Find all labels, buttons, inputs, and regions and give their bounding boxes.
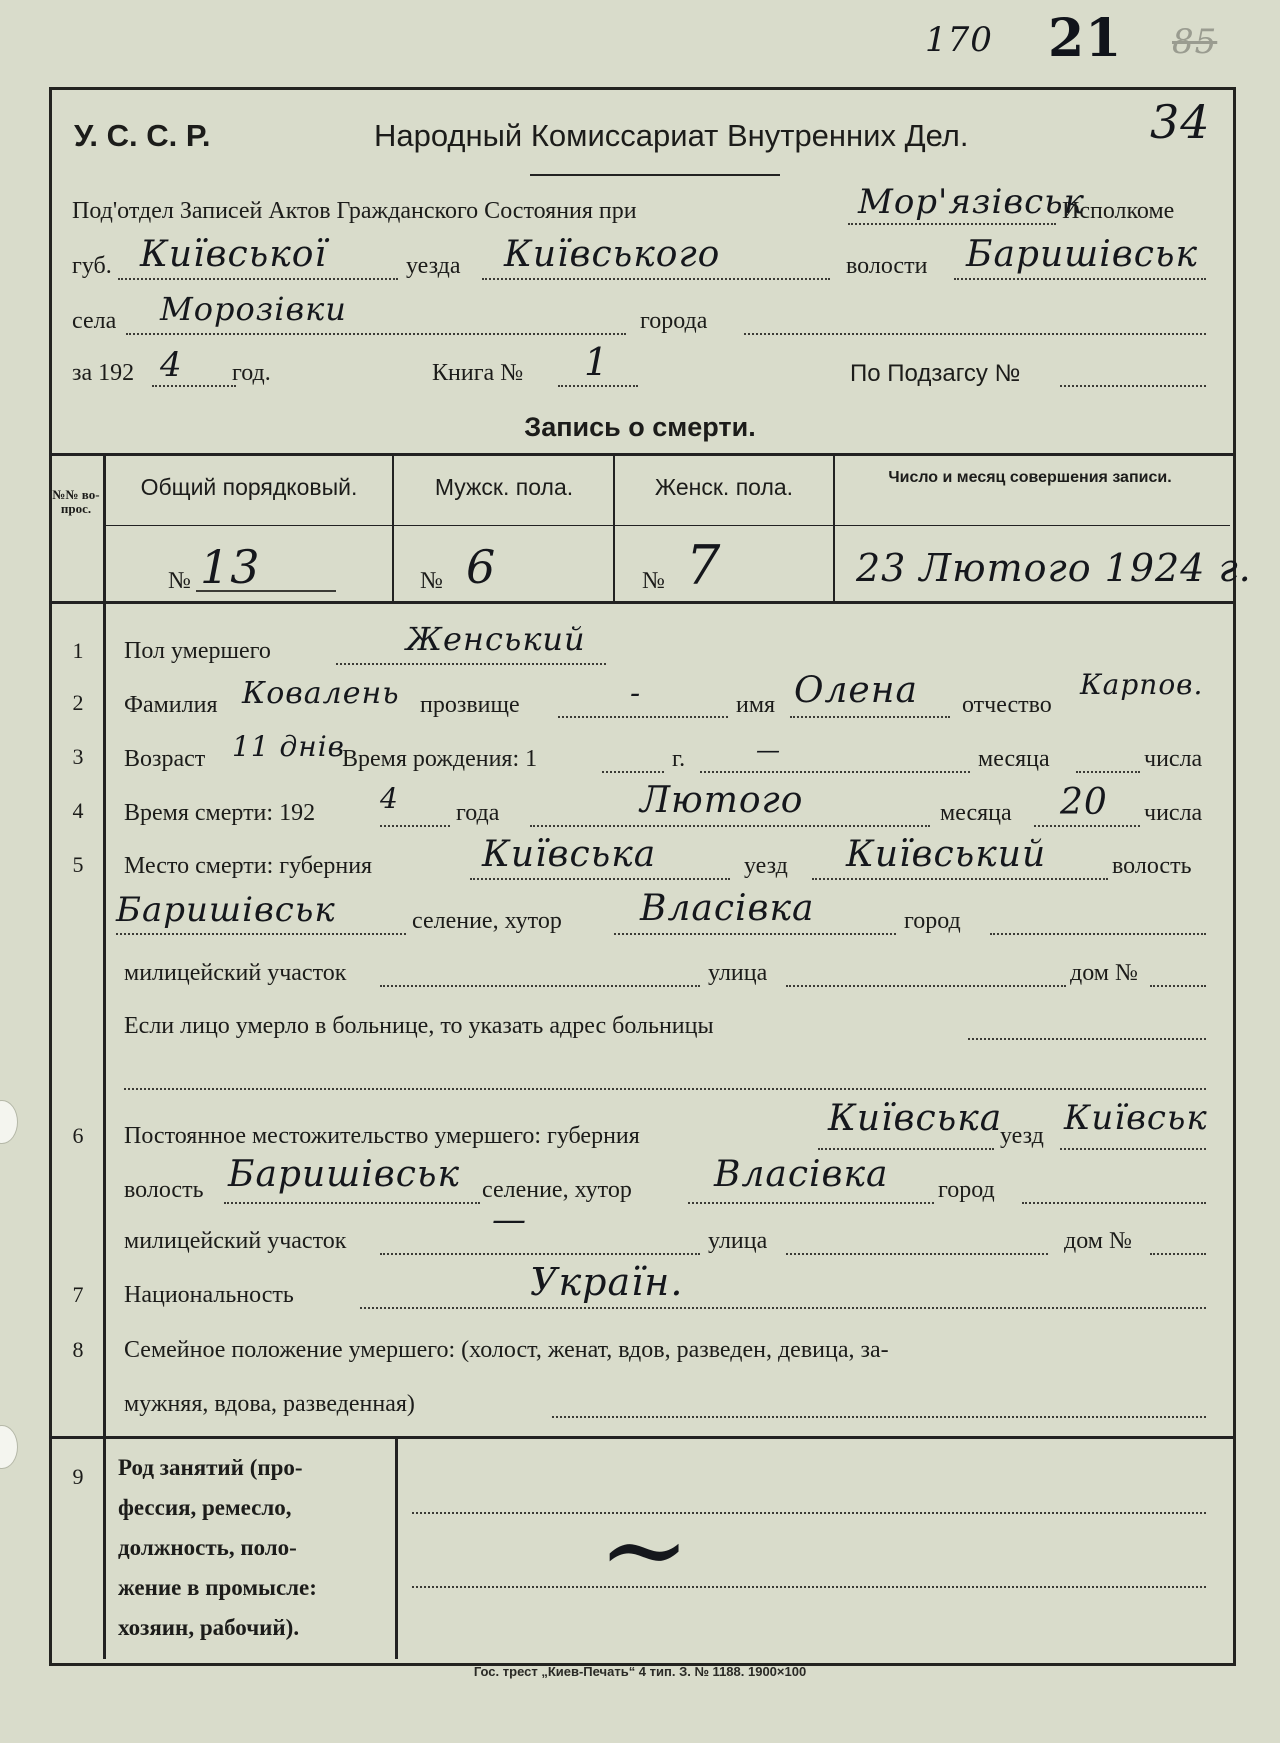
residence-militia-label: милицейский участок [124,1228,347,1254]
residence-militia-value: — [492,1200,527,1240]
male-column-header: Мужск. пола. [434,474,574,500]
death-place-uezd-line [812,878,1108,880]
gorod-line [744,333,1206,335]
occupation-value: ∼ [598,1485,692,1613]
residence-house-label: дом № [1064,1228,1132,1254]
book-value: 1 [584,340,610,384]
death-day-line [1034,825,1140,827]
name-label: имя [736,692,776,718]
sheet-number: 21 [1048,8,1123,69]
selo-value: Морозівки [160,290,347,328]
year-line [152,385,236,387]
volost-line [954,278,1206,280]
executive-suffix: Исполкоме [1062,198,1175,224]
death-place-selo-line [614,933,896,935]
birth-month-label: месяца [978,746,1050,772]
birth-day-line [1076,771,1140,773]
occupation-label-line: хозяин, рабочий). [118,1615,300,1640]
page-mark: 34 [1150,95,1211,149]
death-place-gorod-line [990,933,1206,935]
occupation-label [118,1448,386,1648]
row-number: 1 [72,638,84,663]
uezd-label: уезда [406,253,461,279]
punch-hole [0,1100,18,1144]
male-num-prefix: № [420,568,443,594]
birth-month-line [700,771,970,773]
summary-top-border [49,453,1233,456]
subdept-line [848,223,1056,225]
female-num-prefix: № [642,568,665,594]
occupation-line [412,1512,1206,1514]
book-line [558,385,638,387]
selo-line [126,333,626,335]
residence-label: Постоянное местожительство умершего: губерния [124,1123,640,1149]
gub-label: губ. [72,253,112,279]
hospital-line-2 [124,1088,1206,1090]
nationality-line [360,1307,1206,1309]
row-number: 4 [72,798,84,823]
death-month-label: месяца [940,800,1012,826]
residence-gub-line [818,1148,994,1150]
hospital-label: Если лицо умерло в больнице, то указать адрес больницы [124,1013,714,1039]
death-place-volost-line [116,933,406,935]
residence-gub-value: Київська [828,1098,1003,1139]
patronymic-value: Карпов. [1080,668,1204,701]
residence-street-label: улица [708,1228,768,1254]
death-place-uezd-value: Київський [846,834,1047,875]
residence-militia-line [380,1253,700,1255]
residence-uezd-label: уезд [1000,1123,1044,1149]
patronymic-label: отчество [962,692,1052,718]
death-place-gub-line [470,878,730,880]
occupation-top-border [49,1436,1233,1439]
occupation-divider [395,1438,398,1659]
nationality-value: Україн. [530,1260,684,1304]
surname-label: Фамилия [124,692,218,718]
death-month-line [530,825,930,827]
birth-year-line [602,771,664,773]
uezd-value: Київського [504,234,721,275]
name-line [790,716,950,718]
occupation-label-line: должность, поло- [118,1535,297,1560]
death-place-volost-value: Баришівськ [116,890,336,930]
marital-label-2: мужняя, вдова, разведенная) [124,1391,415,1417]
house-label: дом № [1070,960,1138,986]
occupation-label-line: жение в промысле: [118,1575,317,1600]
house-line [1150,985,1206,987]
volost-label: волости [846,253,928,279]
republic-label: У. С. С. Р. [74,118,211,153]
occupation-label-line: фессия, ремесло, [118,1495,292,1520]
summary-head-divider [106,525,1230,526]
nickname-value: - [630,676,642,711]
subdept-label: Под'отдел Записей Актов Гражданского Состояния при [72,198,637,224]
residence-volost-line [224,1202,480,1204]
summary-col-divider [833,455,835,602]
residence-selo-value: Власівка [714,1154,889,1195]
record-title: Запись о смерти. [524,412,756,442]
birth-label: Время рождения: 1 [342,746,538,772]
death-place-gorod-label: город [904,908,961,934]
selo-label: села [72,308,117,334]
death-year-line [380,825,450,827]
residence-house-line [1150,1253,1206,1255]
residence-selo-line [688,1202,934,1204]
death-place-gub-value: Київська [482,834,657,875]
male-value: 6 [466,540,497,594]
sex-label: Пол умершего [124,638,271,664]
gub-value: Київської [140,234,327,275]
nickname-label: прозвище [420,692,520,718]
marital-line [552,1416,1206,1418]
row-number: 3 [72,744,84,769]
death-month-value: Лютого [640,780,804,821]
residence-gorod-label: город [938,1177,995,1203]
sex-value: Женський [406,620,586,658]
qnum-header: №№ во- прос. [52,487,100,516]
residence-uezd-value: Київськ [1064,1098,1208,1138]
year-suffix: год. [232,360,271,386]
total-value: 13 [200,540,261,594]
row-number: 2 [72,690,84,715]
street-line [786,985,1066,987]
birth-month-value: — [756,736,781,764]
death-day-value: 20 [1060,782,1108,823]
volost-value: Баришівськ [966,234,1198,275]
row-number: 9 [72,1464,84,1489]
row-number: 7 [72,1282,84,1307]
marital-label-1: Семейное положение умершего: (холост, женат, вдов, разведен, девица, за- [124,1337,889,1363]
residence-volost-value: Баришівськ [228,1154,460,1195]
nationality-label: Национальность [124,1282,294,1308]
death-year-suffix: года [456,800,500,826]
summary-bottom-border [49,601,1233,604]
female-column-header: Женск. пола. [654,474,794,500]
date-column-header: Число и месяц совершения записи. [888,469,1172,486]
summary-col-divider [392,455,394,602]
printer-imprint: Гос. трест „Киев-Печать“ 4 тип. З. № 1188. 1900×100 [473,1664,807,1679]
total-num-prefix: № [168,568,191,594]
age-value: 11 днів [232,730,345,763]
death-place-uezd-label: уезд [744,853,788,879]
militia-label: милицейский участок [124,960,347,986]
age-label: Возраст [124,746,206,772]
name-value: Олена [794,670,918,711]
archive-number: 170 [925,20,993,60]
summary-col-divider [613,455,615,602]
hospital-line [968,1038,1206,1040]
sex-line [336,663,606,665]
uezd-line [482,278,830,280]
birth-year-suffix: г. [672,746,686,772]
residence-uezd-line [1060,1148,1206,1150]
gorod-label: города [640,308,708,334]
death-day-label: числа [1144,800,1203,826]
podzags-label: По Подзагсу № [850,360,1021,387]
death-place-volost-label: волость [1112,853,1192,879]
female-value: 7 [686,534,722,597]
row-number: 8 [72,1337,84,1362]
birth-day-label: числа [1144,746,1203,772]
residence-street-line [786,1253,1048,1255]
residence-gorod-line [1022,1202,1206,1204]
death-time-label: Время смерти: 192 [124,800,316,826]
militia-line [380,985,700,987]
total-column-header: Общий порядковый. [140,474,358,500]
punch-hole [0,1425,18,1469]
year-label: за 192 [72,360,135,386]
header-divider [530,174,780,176]
subdept-value: Мор'язівськ [858,182,1085,222]
occupation-line [412,1586,1206,1588]
row-number: 5 [72,852,84,877]
podzags-line [1060,385,1206,387]
street-label: улица [708,960,768,986]
death-place-label: Место смерти: губерния [124,853,373,879]
gub-line [118,278,398,280]
book-label: Книга № [432,360,524,386]
commissariat-label: Народный Комиссариат Внутренних Дел. [374,118,969,153]
date-value: 23 Лютого 1924 г. [856,546,1252,590]
residence-volost-label: волость [124,1177,204,1203]
surname-value: Ковалень [242,676,400,711]
qnum-column-divider [103,455,106,1659]
nickname-line [558,716,728,718]
crossed-number: 85 [1172,22,1218,62]
death-year-value: 4 [380,782,399,815]
death-place-selo-label: селение, хутор [412,908,562,934]
death-place-selo-value: Власівка [640,888,815,929]
residence-selo-label: селение, хутор [482,1177,632,1203]
occupation-label-line: Род занятий (про- [118,1455,303,1480]
row-number: 6 [72,1123,84,1148]
year-value: 4 [160,345,183,385]
